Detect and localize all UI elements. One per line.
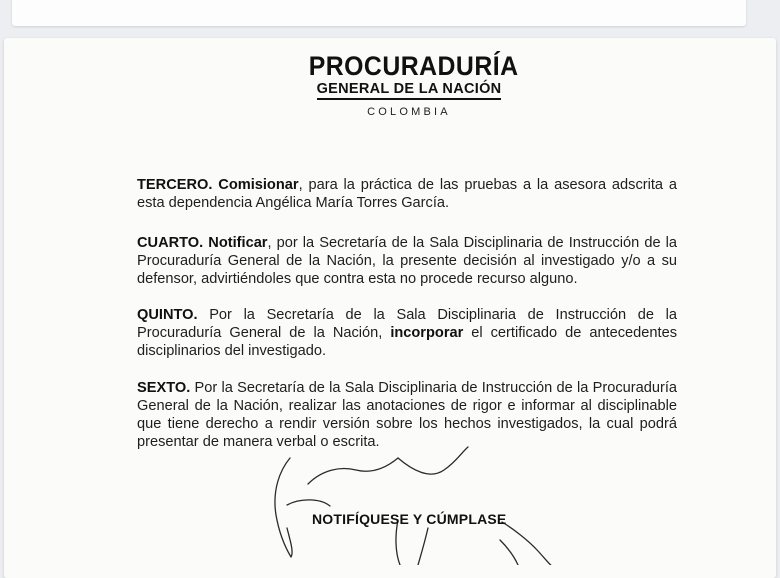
institution-country: COLOMBIA (367, 106, 451, 118)
paragraph-verb: incorporar (390, 325, 464, 341)
paragraph-verb: Comisionar (218, 177, 299, 193)
paragraph-label: TERCERO. (137, 177, 213, 193)
closing-formula: NOTIFÍQUESE Y CÚMPLASE (312, 511, 507, 527)
paragraph-text: Por la Secretaría de la Sala Disciplinaria de Instrucción de la Procuraduría General de la Nación, realizar las anotaciones de rigor e informar al disciplinable que tiene derecho a rendir versión sobre los hechos investigados, la cual podrá presentar de manera verbal o escrita. (137, 380, 677, 450)
institution-subtitle: GENERAL DE LA NACIÓN (317, 81, 502, 100)
paragraph-text: , para la práctica de las pruebas a la asesora adscrita a esta dependencia Angélica María Torres García. (137, 177, 678, 211)
paragraph-text: Por la Secretaría de la Sala Disciplinaria de Instrucción de la Procuraduría General de la Nación, (137, 307, 677, 341)
paragraph-text: , por la Secretaría de la Sala Disciplinaria de Instrucción de la Procuraduría General de la Nación, la presente decisión al investigado y/o a su defensor, advirtiéndoles que contra esta no procede recurso alguno. (137, 235, 677, 287)
institution-name: PROCURADURÍA (308, 51, 519, 81)
paragraph-text: el certificado de antecedentes disciplinarios del investigado. (137, 325, 677, 359)
paragraph-label: SEXTO. (137, 380, 191, 396)
paragraph-label: CUARTO. (137, 235, 204, 251)
paragraph-verb: Notificar (208, 235, 268, 251)
paragraph-label: QUINTO. (137, 307, 198, 323)
